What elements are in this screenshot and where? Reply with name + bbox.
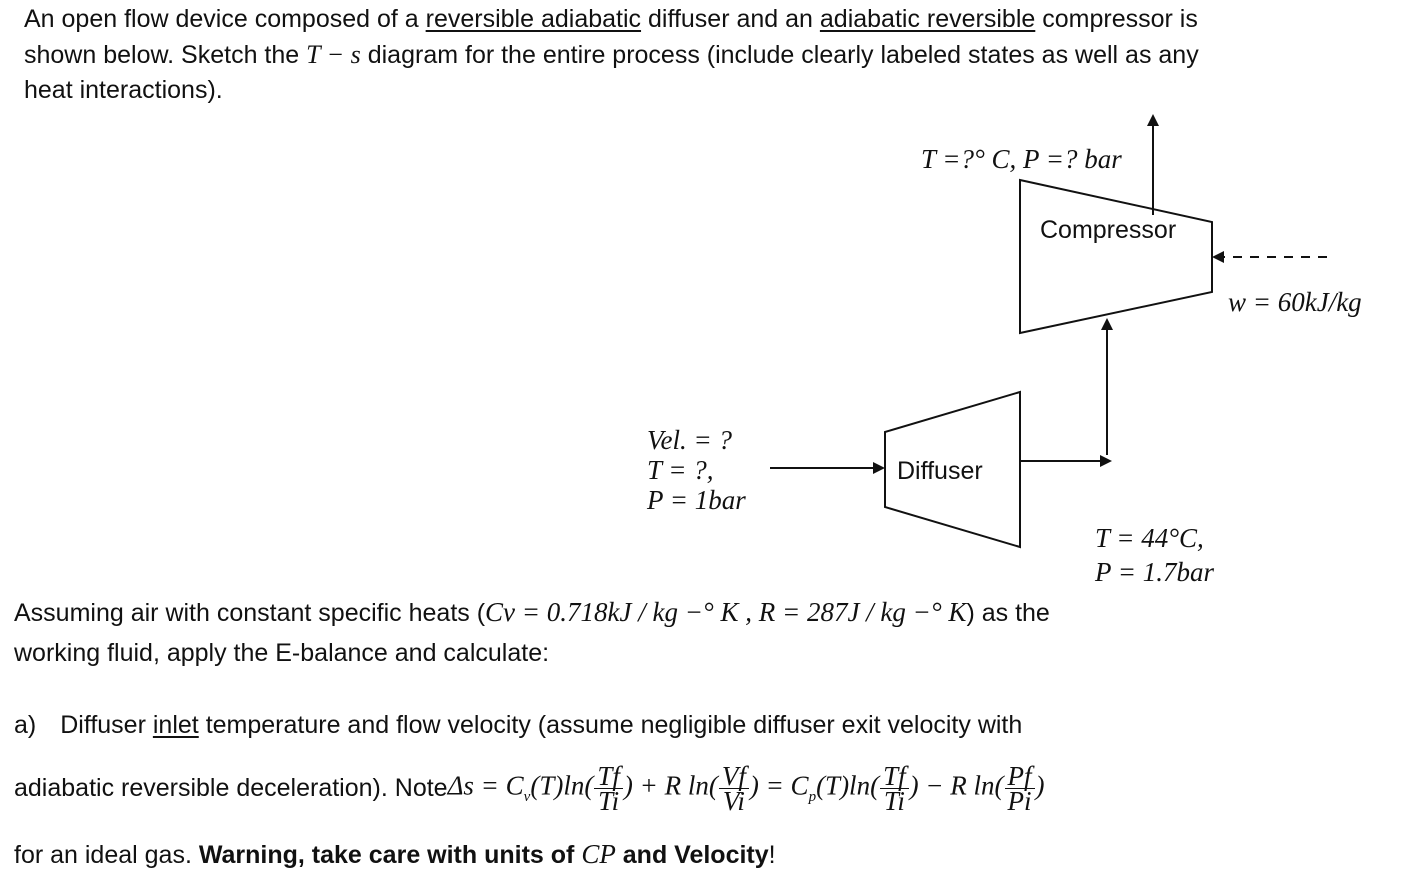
- compressor-shape: [1020, 180, 1212, 333]
- inlet-velocity: Vel. = ?: [647, 425, 732, 455]
- inlet-pressure: P = 1bar: [647, 485, 746, 515]
- reversible-adiabatic-underlined: reversible adiabatic: [425, 5, 642, 33]
- inlet-state-label: [647, 425, 746, 515]
- fraction-Vf-Vi: $\frac{Vf}{Vi}$: [719, 764, 749, 813]
- part-a-line-1: a) Diffuser inlet temperature and flow velocity (assume negligible diffuser exit velocity with: [14, 711, 1023, 739]
- outlet-state-label: T =?° C, P =? bar: [921, 144, 1122, 174]
- intermediate-temperature: T = 44°C,: [1095, 523, 1204, 553]
- part-a-line-3: for an ideal gas. Warning, take care with units of CP and Velocity!: [14, 839, 776, 869]
- adiabatic-reversible-underlined: adiabatic reversible: [819, 5, 1036, 33]
- fraction-Tf-Ti: $\frac{Tf}{Ti}$: [594, 764, 623, 813]
- warning-text: Warning, take care with units of: [198, 841, 582, 869]
- intermediate-pressure: P = 1.7bar: [1095, 557, 1214, 587]
- compressor-label: Compressor: [1040, 216, 1177, 244]
- fraction-Pf-Pi: $\frac{Pf}{Pi}$: [1005, 764, 1035, 813]
- intro-line-3: heat interactions).: [24, 76, 223, 104]
- inlet-temperature: T = ?,: [647, 455, 714, 485]
- intro-line-2: shown below. Sketch the T − s diagram for the entire process (include clearly labeled states as well as any: [24, 40, 1199, 69]
- inlet-underlined: inlet: [152, 711, 199, 739]
- intro-line-1: An open flow device composed of a reversible adiabatic diffuser and an adiabatic reversible compressor is: [24, 5, 1198, 33]
- assumption-line-2: working fluid, apply the E-balance and calculate:: [14, 639, 550, 667]
- fraction-Tf-Ti-2: $\frac{Tf}{Ti}$: [880, 764, 909, 813]
- entropy-equation: $\Delta s = C_v(T)\ln$( $\frac{Tf}{Ti}$ ) + R ln( $\frac{Vf}{Vi}$ ) = $C_p(T)\ln$( $\frac{Tf}{Ti}$ ) − R ln( $\frac{Pf}{Pi}$ ): [447, 760, 1045, 816]
- part-a-marker: a): [14, 711, 37, 739]
- intermediate-state-label: [1095, 521, 1214, 589]
- specific-heat-formula: Cv = 0.718kJ / kg −° K , R = 287J / kg −° K: [485, 597, 967, 627]
- cp-symbol: CP: [581, 839, 616, 869]
- work-label: w = 60kJ/kg: [1228, 287, 1362, 317]
- diffuser-label: Diffuser: [897, 457, 983, 485]
- ts-symbol: T − s: [306, 40, 361, 69]
- assumption-line-1: Assuming air with constant specific heats (Cv = 0.718kJ / kg −° K , R = 287J / kg −° K) as the: [14, 597, 1050, 627]
- part-a-line-2: adiabatic reversible deceleration). Note $\Delta s = C_v(T)\ln$( $\frac{Tf}{Ti}$ ) + R ln( $\frac{Vf}{Vi}$ ) = $C_p(T)\ln$( $\frac{Tf}{Ti}$ ) − R ln( $\frac{Pf}{Pi}$ ): [14, 760, 1045, 816]
